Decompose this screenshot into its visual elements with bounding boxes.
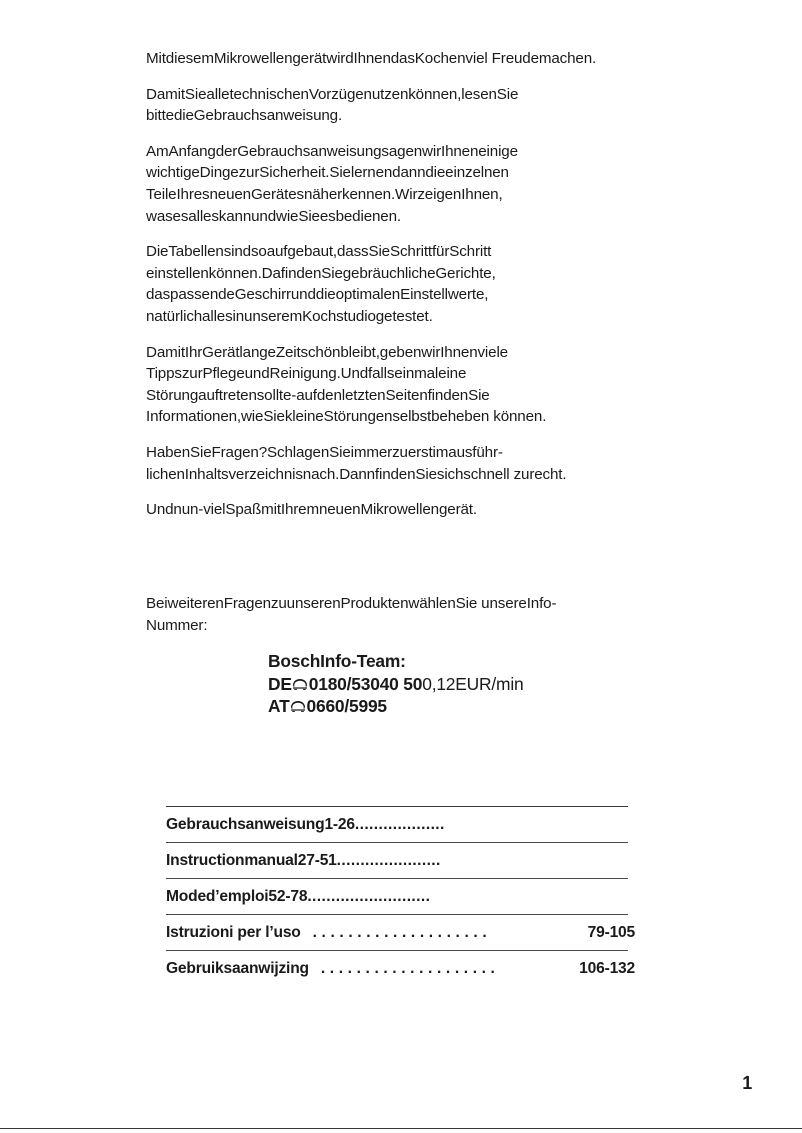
toc-row[interactable]	[166, 950, 635, 986]
toc-row[interactable]	[166, 842, 628, 878]
toc-label: Gebruiksaanwijzing	[166, 959, 309, 977]
telephone-icon	[290, 700, 306, 713]
toc-leader-dots: ..........................	[307, 887, 431, 905]
toc-row[interactable]	[166, 878, 628, 914]
toc-label: Gebrauchsanweisung1-26	[166, 815, 355, 833]
table-of-contents	[166, 806, 635, 986]
intro-paragraph-5: DamitIhrGerätlangeZeitschönbleibt,gebenwirIhnenviele TippszurPflegeundReinigung.Undfallseinmaleine Störungauftretensollte-aufdenletztenSeitenfindenSie Informationen,wieSiekleineStörungenselbstbeheben können.	[146, 343, 547, 426]
toc-label: Moded’emploi52-78	[166, 887, 308, 905]
toc-leader-dots: ....................	[320, 959, 500, 977]
toc-row[interactable]	[166, 914, 635, 950]
info-number-intro: BeiweiterenFragenzuunserenProduktenwählenSie unsereInfo-Nummer:	[146, 595, 557, 634]
toc-label: Istruzioni per l’uso	[166, 923, 301, 941]
toc-page-number: 79-105	[587, 923, 635, 941]
toc-leader-dots: ......................	[336, 851, 441, 869]
info-team-at-row	[268, 695, 523, 718]
toc-page-number: 106-132	[579, 959, 635, 977]
intro-paragraph-4: DieTabellensindsoaufgebaut,dassSieSchrittfürSchritt einstellenkönnen.DafindenSiegebräuchlicheGerichte, daspassendeGeschirrunddieoptimalenEinstellwerte, natürlichallesinunseremKochstudiogetestet.	[146, 243, 496, 325]
info-team-at-country: AT	[268, 696, 290, 716]
intro-paragraph-7: Undnun-vielSpaßmitIhremneuenMikrowellengerät.	[146, 501, 477, 519]
intro-paragraph-3: AmAnfangderGebrauchsanweisungsagenwirIhneneinige wichtigeDingezurSicherheit.Sielernendanndieeinzelnen TeileIhresneuenGerätesnäherkennen.WirzeigenIhnen, wasesalleskannundwieSieesbedienen.	[146, 142, 518, 225]
intro-text-block	[146, 48, 598, 521]
toc-leader-dots: ...................	[354, 815, 445, 833]
info-team-at-number: 0660/5995	[306, 696, 387, 716]
info-team-de-number: 0180/53040 50	[308, 673, 423, 694]
info-team-de-country: DE	[268, 673, 292, 694]
info-team-de-row	[268, 673, 523, 696]
telephone-icon	[292, 678, 308, 691]
page-number: 1	[742, 1073, 752, 1093]
intro-paragraph-6: HabenSieFragen?SchlagenSieimmerzuerstimausführ- lichenInhaltsverzeichnisnach.DannfindenSiesichschnell zurecht.	[146, 443, 567, 483]
footer-divider	[0, 1128, 802, 1129]
info-team-heading: BoschInfo-Team:	[268, 651, 406, 671]
toc-row[interactable]	[166, 806, 628, 842]
intro-paragraph-2: DamitSiealletechnischenVorzügenutzenkönnen,lesenSie bittedieGebrauchsanweisung.	[146, 85, 519, 125]
bosch-info-team-block	[268, 650, 523, 718]
toc-label: Instructionmanual27-51	[166, 851, 337, 869]
toc-leader-dots: ....................	[312, 923, 492, 941]
info-team-de-rate: 0,12EUR/min	[422, 673, 524, 694]
intro-paragraph-1: MitdiesemMikrowellengerätwirdIhnendasKochenviel Freudemachen.	[146, 50, 597, 67]
